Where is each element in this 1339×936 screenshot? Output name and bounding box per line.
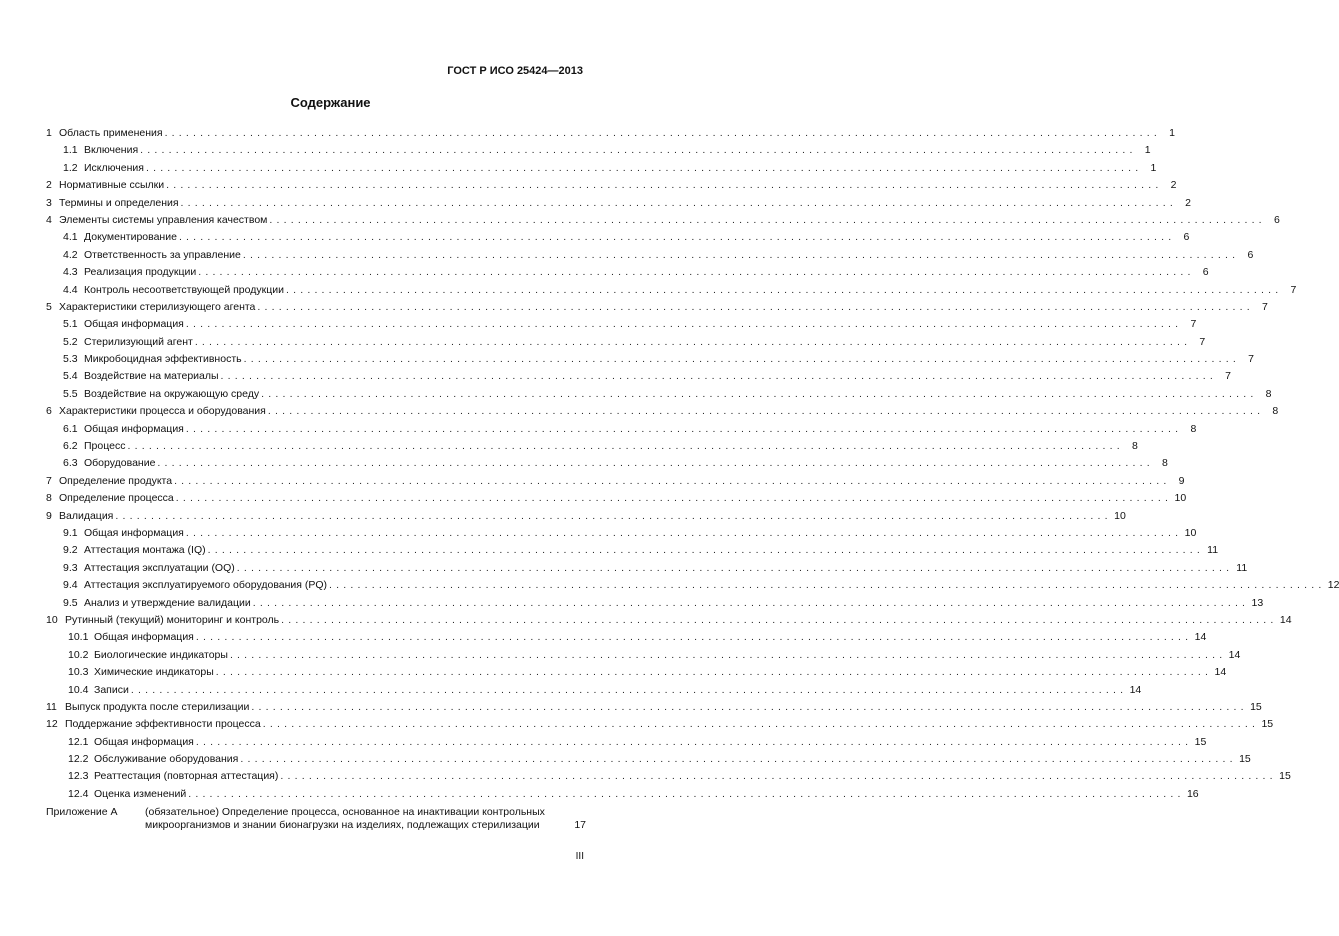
toc-entry-number: 4.4 — [63, 283, 78, 296]
toc-entry-label: Характеристики процесса и оборудования — [59, 405, 266, 418]
toc-entry[interactable] — [46, 753, 1251, 770]
toc-entry[interactable] — [46, 526, 1197, 544]
toc-entry-number: 4.3 — [63, 266, 78, 279]
toc-entry-line — [94, 683, 1142, 696]
toc-entry-number: 1.1 — [63, 144, 78, 157]
toc-entry-label: Нормативные ссылки — [59, 179, 165, 192]
toc-entry-page: 14 — [1226, 649, 1240, 661]
toc-entry[interactable] — [46, 387, 1272, 405]
toc-entry-label: Характеристики стерилизующего агента — [59, 300, 256, 313]
toc-entry-page: 15 — [1192, 736, 1206, 748]
toc-entry[interactable] — [46, 179, 1177, 196]
toc-entry-line — [94, 770, 1291, 783]
toc-entry[interactable] — [46, 787, 1199, 805]
toc-entry-number: 9.5 — [63, 596, 78, 609]
toc-entry-line — [84, 561, 1248, 574]
toc-entry-number: 12 — [46, 718, 58, 731]
toc-entry[interactable] — [46, 231, 1190, 248]
dot-leader: ............................................................................................................................................ — [195, 631, 1193, 644]
page-number-roman: III — [575, 851, 584, 862]
dot-leader: ............................................................................................................................................ — [140, 144, 1137, 157]
toc-entry-number: 5.3 — [63, 353, 78, 366]
toc-entry[interactable] — [46, 544, 1219, 561]
table-of-contents — [46, 127, 1339, 836]
toc-entry-number: 12.4 — [68, 787, 89, 800]
toc-entry-label: Аттестация монтажа (IQ) — [84, 544, 206, 557]
toc-entry[interactable] — [46, 648, 1241, 666]
dot-leader: ............................................................................................................................................ — [185, 318, 1183, 331]
toc-entry-page: 6 — [1266, 214, 1280, 226]
dot-leader: ............................................................................................................................................ — [236, 561, 1234, 574]
toc-entry[interactable] — [46, 266, 1209, 283]
toc-entry-line — [65, 700, 1262, 713]
toc-entry-label: Воздействие на материалы — [84, 370, 219, 383]
toc-entry-number: 10.3 — [68, 666, 89, 679]
dot-leader: ............................................................................................................................................ — [185, 526, 1183, 539]
toc-entry-line — [84, 144, 1151, 157]
dot-leader: ............................................................................................................................................ — [261, 387, 1258, 400]
toc-entry[interactable] — [46, 283, 1297, 301]
toc-entry-label: Общая информация — [94, 631, 194, 644]
toc-entry[interactable] — [46, 509, 1126, 527]
toc-entry-page: 7 — [1182, 318, 1196, 330]
toc-entry-page: 10 — [1182, 527, 1196, 539]
toc-entry-line — [59, 196, 1191, 209]
toc-entry-page: 6 — [1195, 266, 1209, 278]
toc-entry-line — [94, 787, 1199, 800]
toc-entry-page: 1 — [1161, 127, 1175, 139]
toc-entry-number: 4.2 — [63, 248, 78, 261]
toc-entry-line — [84, 544, 1219, 557]
dot-leader: ............................................................................................................................................ — [178, 231, 1176, 244]
toc-entry-number: 5.4 — [63, 370, 78, 383]
toc-entry-line — [84, 353, 1255, 366]
toc-entry-line — [94, 735, 1207, 748]
toc-entry-line — [59, 509, 1126, 522]
toc-entry[interactable] — [46, 631, 1207, 648]
toc-entry-page: 10 — [1172, 492, 1186, 504]
toc-entry-line — [84, 266, 1209, 279]
toc-entry-number: 5.5 — [63, 387, 78, 400]
toc-entry-line — [59, 405, 1279, 418]
toc-entry[interactable] — [46, 422, 1197, 440]
toc-entry-page: 12 — [1325, 579, 1339, 591]
toc-entry-label: Исключения — [84, 161, 144, 174]
toc-entry-page: 15 — [1277, 770, 1291, 782]
toc-entry-number: 5.2 — [63, 335, 78, 348]
toc-entry-number: 9 — [46, 509, 52, 522]
dot-leader: ............................................................................................................................................ — [130, 683, 1128, 696]
annex-prefix: Приложение А — [46, 806, 118, 819]
toc-entry[interactable] — [46, 683, 1142, 701]
toc-entry-line — [84, 335, 1206, 348]
toc-entry-label: Биологические индикаторы — [94, 648, 228, 661]
toc-entry-number: 10.4 — [68, 683, 89, 696]
toc-entry-page: 8 — [1258, 388, 1272, 400]
toc-entry-line — [84, 161, 1157, 174]
toc-annex-entry[interactable] — [46, 806, 586, 836]
toc-entry-number: 6.3 — [63, 457, 78, 470]
dot-leader: ............................................................................................................................................ — [262, 718, 1260, 731]
toc-entry-number: 5.1 — [63, 318, 78, 331]
toc-entry-number: 12.3 — [68, 770, 89, 783]
dot-leader: ............................................................................................................................................ — [174, 474, 1171, 487]
toc-entry-number: 5 — [46, 300, 52, 313]
toc-entry-label: Элементы системы управления качеством — [59, 213, 268, 226]
dot-leader: ............................................................................................................................................ — [285, 283, 1283, 296]
toc-entry-line — [84, 370, 1231, 383]
toc-entry-label: Оборудование — [84, 457, 156, 470]
toc-entry-line — [94, 648, 1241, 661]
toc-entry-line — [84, 596, 1264, 609]
toc-entry-label: Оценка изменений — [94, 787, 187, 800]
toc-entry[interactable] — [46, 596, 1264, 614]
dot-leader: ............................................................................................................................................ — [281, 613, 1278, 626]
toc-entry[interactable] — [46, 318, 1197, 335]
dot-leader: ............................................................................................................................................ — [243, 353, 1241, 366]
toc-entry-label: Термины и определения — [59, 196, 179, 209]
toc-entry-page: 15 — [1248, 701, 1262, 713]
toc-entry-label: Общая информация — [84, 526, 184, 539]
dot-leader: ............................................................................................................................................ — [207, 544, 1205, 557]
toc-entry-number: 11 — [46, 700, 57, 713]
toc-entry-label: Общая информация — [94, 735, 194, 748]
toc-entry-line — [94, 753, 1251, 766]
dot-leader: ............................................................................................................................................ — [269, 213, 1266, 226]
toc-entry[interactable] — [46, 492, 1187, 509]
annex-title-line-1: (обязательное) Определение процесса, основанное на инактивации контрольных — [145, 806, 545, 819]
page-title: Содержание — [290, 95, 371, 110]
toc-entry-line — [84, 422, 1197, 435]
toc-entry-label: Включения — [84, 144, 139, 157]
toc-entry-label: Анализ и утверждение валидации — [84, 596, 251, 609]
toc-entry-line — [84, 283, 1297, 296]
toc-entry-number: 10 — [46, 613, 58, 626]
toc-entry-page: 14 — [1127, 684, 1141, 696]
toc-entry-number: 12.2 — [68, 753, 89, 766]
dot-leader: ............................................................................................................................................ — [115, 509, 1112, 522]
toc-entry-page: 7 — [1240, 353, 1254, 365]
toc-entry[interactable] — [46, 300, 1268, 318]
dot-leader: ............................................................................................................................................ — [240, 753, 1237, 766]
toc-entry-page: 14 — [1278, 614, 1292, 626]
toc-entry-label: Аттестация эксплуатации (OQ) — [84, 561, 235, 574]
toc-entry-line — [59, 127, 1175, 139]
toc-entry-line — [84, 526, 1197, 539]
toc-entry-label: Реаттестация (повторная аттестация) — [94, 770, 279, 783]
toc-entry-line — [65, 613, 1292, 626]
toc-entry-page: 8 — [1124, 440, 1138, 452]
toc-entry-label: Записи — [94, 683, 129, 696]
toc-entry[interactable] — [46, 718, 1274, 735]
toc-entry-label: Ответственность за управление — [84, 248, 241, 261]
toc-entry-page: 10 — [1112, 510, 1126, 522]
dot-leader: ............................................................................................................................................ — [194, 335, 1192, 348]
dot-leader: ............................................................................................................................................ — [166, 179, 1163, 192]
toc-entry-page: 1 — [1142, 162, 1156, 174]
toc-entry-label: Рутинный (текущий) мониторинг и контроль — [65, 613, 280, 626]
toc-entry-page: 8 — [1154, 457, 1168, 469]
toc-entry-label: Валидация — [59, 509, 114, 522]
toc-entry-label: Общая информация — [84, 422, 184, 435]
annex-title — [145, 806, 566, 832]
toc-entry-number: 8 — [46, 492, 52, 505]
toc-entry-number: 9.4 — [63, 579, 78, 592]
dot-leader: ............................................................................................................................................ — [252, 596, 1250, 609]
dot-leader: ............................................................................................................................................ — [164, 127, 1161, 139]
toc-entry-line — [84, 579, 1339, 592]
toc-entry-line — [94, 666, 1227, 679]
toc-entry-line — [59, 474, 1185, 487]
toc-entry-label: Общая информация — [84, 318, 184, 331]
toc-entry-page: 1 — [1137, 144, 1151, 156]
toc-entry-line — [84, 457, 1168, 470]
toc-entry-line — [84, 318, 1197, 331]
dot-leader: ............................................................................................................................................ — [157, 457, 1154, 470]
toc-entry-label: Определение продукта — [59, 474, 173, 487]
toc-entry-number: 4 — [46, 213, 52, 226]
toc-entry-number: 6.1 — [63, 422, 78, 435]
toc-entry-line — [84, 248, 1254, 261]
toc-entry-page: 16 — [1185, 788, 1199, 800]
dot-leader: ............................................................................................................................................ — [220, 370, 1217, 383]
toc-entry[interactable] — [46, 144, 1151, 161]
toc-entry-label: Стерилизующий агент — [84, 335, 193, 348]
dot-leader: ............................................................................................................................................ — [180, 196, 1177, 209]
toc-entry-page: 7 — [1217, 370, 1231, 382]
toc-entry-line — [59, 179, 1177, 192]
toc-entry-line — [84, 231, 1190, 244]
toc-entry-number: 10.1 — [68, 631, 89, 644]
toc-entry[interactable] — [46, 335, 1206, 353]
toc-entry-number: 6 — [46, 405, 52, 418]
dot-leader: ............................................................................................................................................ — [215, 666, 1213, 679]
toc-entry-line — [94, 631, 1207, 644]
toc-entry-label: Реализация продукции — [84, 266, 197, 279]
toc-entry[interactable] — [46, 248, 1254, 266]
dot-leader: ............................................................................................................................................ — [198, 266, 1195, 279]
toc-entry[interactable] — [46, 579, 1339, 596]
toc-entry-number: 10.2 — [68, 648, 89, 661]
toc-entry[interactable] — [46, 196, 1191, 214]
dot-leader: ............................................................................................................................................ — [145, 161, 1143, 174]
toc-entry-label: Документирование — [84, 231, 177, 244]
toc-entry-label: Поддержание эффективности процесса — [65, 718, 261, 731]
toc-entry-number: 6.2 — [63, 440, 78, 453]
toc-entry-page: 8 — [1182, 423, 1196, 435]
dot-leader: ............................................................................................................................................ — [329, 579, 1326, 592]
toc-entry-page: 11 — [1204, 544, 1218, 556]
toc-entry[interactable] — [46, 405, 1279, 422]
toc-entry-label: Обслуживание оборудования — [94, 753, 239, 766]
toc-entry-page: 8 — [1264, 405, 1278, 417]
toc-entry-line — [84, 387, 1272, 400]
toc-entry-label: Воздействие на окружающую среду — [84, 387, 260, 400]
toc-entry-label: Выпуск продукта после стерилизации — [65, 700, 250, 713]
toc-entry[interactable] — [46, 735, 1207, 753]
toc-entry-page: 6 — [1239, 249, 1253, 261]
dot-leader: ............................................................................................................................................ — [280, 770, 1277, 783]
toc-entry[interactable] — [46, 666, 1227, 683]
toc-entry-page: 9 — [1170, 475, 1184, 487]
toc-entry[interactable] — [46, 127, 1175, 144]
dot-leader: ............................................................................................................................................ — [229, 648, 1227, 661]
toc-entry-number: 7 — [46, 474, 52, 487]
toc-entry[interactable] — [46, 770, 1291, 787]
toc-entry-line — [59, 492, 1187, 505]
toc-entry-page: 14 — [1212, 666, 1226, 678]
toc-entry-page: 7 — [1254, 301, 1268, 313]
toc-entry-label: Определение процесса — [59, 492, 174, 505]
toc-entry-label: Контроль несоответствующей продукции — [84, 283, 284, 296]
toc-entry-number: 3 — [46, 196, 52, 209]
toc-entry-label: Область применения — [59, 127, 163, 139]
toc-entry-number: 4.1 — [63, 231, 78, 244]
toc-entry[interactable] — [46, 370, 1231, 387]
toc-entry[interactable] — [46, 700, 1262, 718]
toc-entry-line — [84, 440, 1138, 453]
toc-entry[interactable] — [46, 213, 1280, 231]
dot-leader: ............................................................................................................................................ — [175, 492, 1173, 505]
toc-entry-page: 15 — [1237, 753, 1251, 765]
toc-entry-line — [65, 718, 1274, 731]
annex-page-number: 17 — [574, 819, 586, 832]
toc-entry[interactable] — [46, 440, 1138, 457]
toc-entry[interactable] — [46, 457, 1168, 474]
toc-entry-page: 7 — [1191, 336, 1205, 348]
toc-entry-page: 2 — [1163, 179, 1177, 191]
toc-entry-page: 15 — [1259, 718, 1273, 730]
toc-entry-number: 9.3 — [63, 561, 78, 574]
toc-entry-number: 9.2 — [63, 544, 78, 557]
toc-entry[interactable] — [46, 561, 1248, 579]
toc-entry-page: 2 — [1177, 197, 1191, 209]
toc-entry-label: Аттестация эксплуатируемого оборудования (PQ) — [84, 579, 328, 592]
dot-leader: ............................................................................................................................................ — [242, 248, 1240, 261]
dot-leader: ............................................................................................................................................ — [251, 700, 1248, 713]
toc-entry-page: 14 — [1192, 631, 1206, 643]
toc-entry-number: 1 — [46, 127, 52, 139]
toc-entry-number: 2 — [46, 179, 52, 192]
dot-leader: ............................................................................................................................................ — [267, 405, 1265, 418]
toc-entry-page: 11 — [1233, 562, 1247, 574]
dot-leader: ............................................................................................................................................ — [195, 735, 1193, 748]
toc-entry[interactable] — [46, 613, 1292, 631]
toc-entry-line — [59, 300, 1268, 313]
toc-entry[interactable] — [46, 353, 1255, 370]
dot-leader: ............................................................................................................................................ — [185, 422, 1183, 435]
toc-entry-label: Процесс — [84, 440, 126, 453]
toc-entry-number: 1.2 — [63, 161, 78, 174]
toc-entry-label: Химические индикаторы — [94, 666, 214, 679]
dot-leader: ............................................................................................................................................ — [188, 787, 1185, 800]
toc-entry[interactable] — [46, 474, 1185, 492]
dot-leader: ............................................................................................................................................ — [127, 440, 1124, 453]
toc-entry[interactable] — [46, 161, 1157, 179]
toc-entry-page: 13 — [1249, 597, 1263, 609]
toc-entry-page: 6 — [1175, 231, 1189, 243]
toc-entry-page: 7 — [1282, 284, 1296, 296]
toc-entry-number: 9.1 — [63, 526, 78, 539]
dot-leader: ............................................................................................................................................ — [257, 300, 1254, 313]
toc-entry-line — [59, 213, 1280, 226]
toc-entry-number: 12.1 — [68, 735, 89, 748]
document-header: ГОСТ Р ИСО 25424—2013 — [447, 65, 583, 77]
annex-title-line-2: микроорганизмов и знании бионагрузки на изделиях, подлежащих стерилизации — [145, 819, 540, 832]
toc-entry-label: Микробоцидная эффективность — [84, 353, 242, 366]
